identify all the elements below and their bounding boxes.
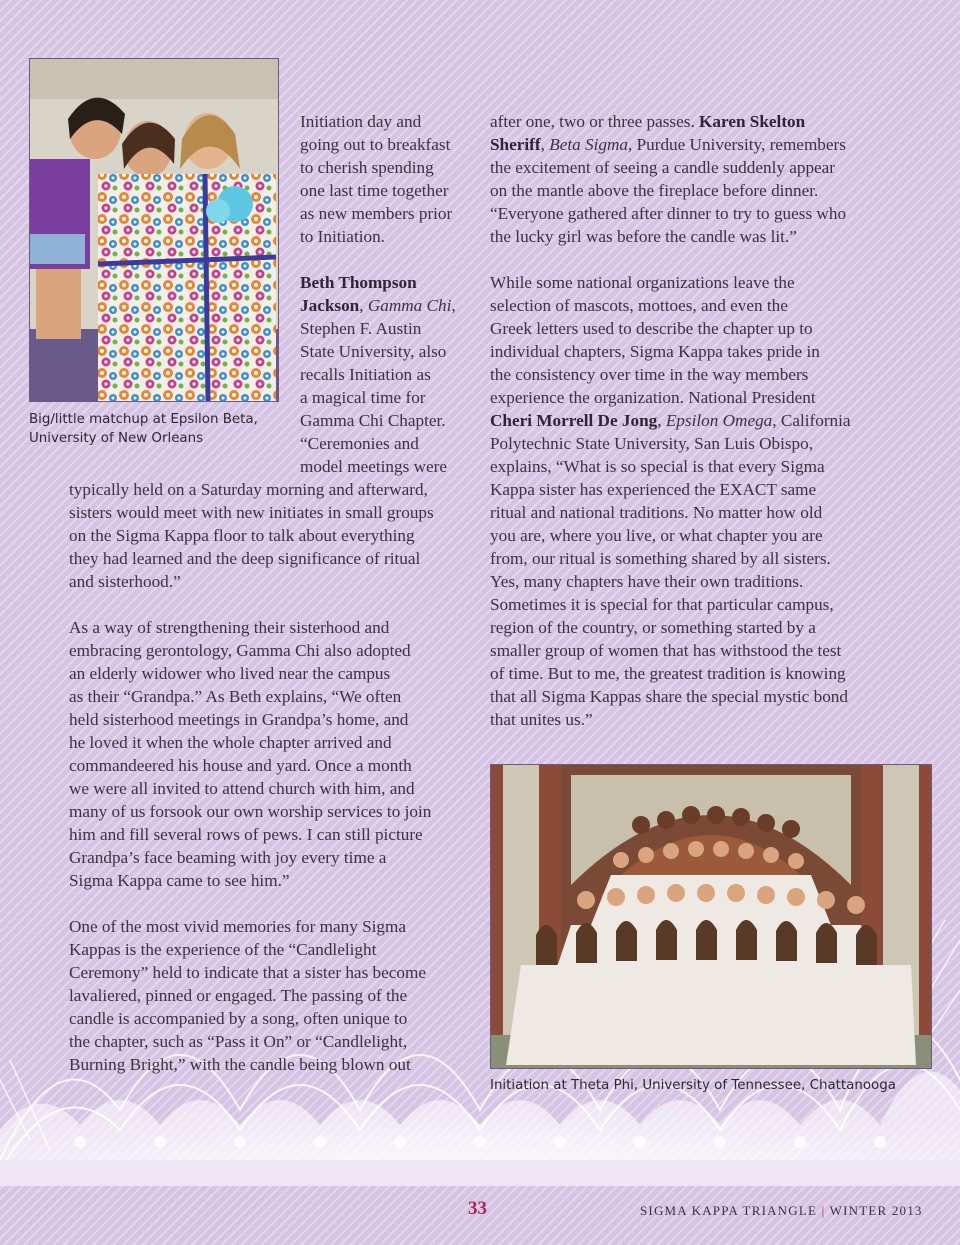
text-line: to cherish spending <box>300 158 434 177</box>
text-line: Initiation day and <box>300 112 422 131</box>
text-line: selection of mascots, mottoes, and even the <box>490 296 788 315</box>
text-fragment: , Purdue University, remembers <box>627 135 846 154</box>
issue-date: WINTER 2013 <box>829 1203 923 1218</box>
text-line: individual chapters, Sigma Kappa takes pride in <box>490 342 820 361</box>
text-line: As a way of strengthening their sisterhood and <box>69 618 390 637</box>
text-line: many of us forsook our own worship services to join <box>69 802 432 821</box>
column-left <box>69 478 479 1076</box>
text-line: as their “Grandpa.” As Beth explains, “We often <box>69 687 402 706</box>
text-line: that unites us.” <box>490 710 593 729</box>
text-line: the consistency over time in the way members <box>490 365 809 384</box>
text-line: an elderly widower who lived near the campus <box>69 664 391 683</box>
text-line: typically held on a Saturday morning and afterward, <box>69 480 428 499</box>
text-line: One of the most vivid memories for many Sigma <box>69 917 407 936</box>
text-line: you are, where you live, or what chapter you are <box>490 526 823 545</box>
text-line: region of the country, or something started by a <box>490 618 816 637</box>
text-line: Polytechnic State University, San Luis Obispo, <box>490 434 814 453</box>
text-line: Grandpa’s face beaming with joy every time a <box>69 848 387 867</box>
person-name-beth: Beth Thompson <box>300 273 417 292</box>
person-name-cheri: Cheri Morrell De Jong <box>490 411 658 430</box>
chapter-epsilon-omega: Epsilon Omega <box>665 411 773 430</box>
column-right: after one, two or three passes. Karen Skelton Sheriff, Beta Sigma, Purdue University, remembers the excitement of seeing a candle suddenly appear on the mantle above the fireplace before dinner. “Everyone gathered after dinner to try to guess who the lucky girl was before the candle was lit.” While some national organizations leave the selection of mascots, mottoes, and even the Greek letters used to describe the chapter up to individual chapters, Sigma Kappa takes pride in the consistency over time in the way members experience the organization. National President Cheri Morrell De Jong, Epsilon Omega, California Polytechnic State University, San Luis Obispo, explains, “What is so special is that every Sigma Kappa sister has experienced the EXACT same ritual and national traditions. No matter how old you are, where you live, or what chapter you are from, our ritual is something shared by all sisters. Yes, many chapters have their own traditions. Sometimes it is special for that particular campus, region of the country, or something started by a smaller group of women that has withstood the test of time. But to me, the greatest tradition is knowing that all Sigma Kappas share the special mystic bond that unites us.” <box>490 110 940 731</box>
text-line: Kappas is the experience of the “Candlelight <box>69 940 377 959</box>
text-line: Ceremony” held to indicate that a sister has become <box>69 963 426 982</box>
big-little-photo-illustration <box>30 59 278 401</box>
text-line: “Ceremonies and <box>300 434 419 453</box>
page-number: 33 <box>468 1198 487 1219</box>
initiation-caption: Initiation at Theta Phi, University of Tennessee, Chattanooga <box>490 1078 896 1093</box>
column-middle-top: Initiation day and going out to breakfast to cherish spending one last time together as new members prior to Initiation. Beth Thompson Jackson, Gamma Chi, Stephen F. Austin State University, also recalls Initiation as a magical time for Gamma Chi Chapter. “Ceremonies and model meetings were <box>300 110 480 478</box>
footer-publication <box>640 1203 923 1219</box>
big-little-photo <box>29 58 279 402</box>
text-line: explains, “What is so special is that every Sigma <box>490 457 825 476</box>
person-name-beth-2: Jackson <box>300 296 360 315</box>
text-line: from, our ritual is something shared by all sisters. <box>490 549 831 568</box>
text-line: lavaliered, pinned or engaged. The passing of the <box>69 986 408 1005</box>
text-line: experience the organization. National President <box>490 388 816 407</box>
text-line: While some national organizations leave the <box>490 273 795 292</box>
text-line: embracing gerontology, Gamma Chi also adopted <box>69 641 411 660</box>
text-line: we were all invited to attend church with him, and <box>69 779 415 798</box>
footer-separator: | <box>821 1203 826 1218</box>
text-line: on the mantle above the fireplace before dinner. <box>490 181 819 200</box>
text-line: commandeered his house and yard. Once a month <box>69 756 412 775</box>
text-line: and sisterhood.” <box>69 572 181 591</box>
lace-band <box>0 1160 960 1186</box>
person-name-karen-2: Sheriff <box>490 135 541 154</box>
text-line: Gamma Chi Chapter. <box>300 411 446 430</box>
text-line: after one, two or three passes. <box>490 112 695 131</box>
text-line: Sometimes it is special for that particular campus, <box>490 595 834 614</box>
text-line: going out to breakfast <box>300 135 451 154</box>
text-line: of time. But to me, the greatest tradition is knowing <box>490 664 846 683</box>
text-line: the excitement of seeing a candle suddenly appear <box>490 158 836 177</box>
text-line: he loved it when the whole chapter arrived and <box>69 733 392 752</box>
text-line: Stephen F. Austin <box>300 319 422 338</box>
text-line: State University, also <box>300 342 447 361</box>
text-line: held sisterhood meetings in Grandpa’s home, and <box>69 710 409 729</box>
text-line: Greek letters used to describe the chapter up to <box>490 319 813 338</box>
text-line: Sigma Kappa came to see him.” <box>69 871 290 890</box>
text-line: as new members prior <box>300 204 453 223</box>
text-line: candle is accompanied by a song, often unique to <box>69 1009 408 1028</box>
initiation-photo-illustration <box>491 765 931 1068</box>
big-little-caption <box>29 410 279 448</box>
text-line: Kappa sister has experienced the EXACT same <box>490 480 817 499</box>
person-name-karen: Karen Skelton <box>699 112 806 131</box>
text-line: sisters would meet with new initiates in small groups <box>69 503 434 522</box>
text-line: model meetings were <box>300 457 448 476</box>
text-line: the chapter, such as “Pass it On” or “Candlelight, <box>69 1032 408 1051</box>
text-line: smaller group of women that has withstood the test <box>490 641 842 660</box>
text-line: to Initiation. <box>300 227 385 246</box>
big-little-caption-line2: University of New Orleans <box>29 431 204 446</box>
text-line: the lucky girl was before the candle was lit.” <box>490 227 797 246</box>
text-fragment: , California <box>772 411 851 430</box>
big-little-caption-line1: Big/little matchup at Epsilon Beta, <box>29 412 258 427</box>
text-line: him and fill several rows of pews. I can still picture <box>69 825 423 844</box>
text-line: Burning Bright,” with the candle being blown out <box>69 1055 411 1074</box>
text-line: on the Sigma Kappa floor to talk about everything <box>69 526 415 545</box>
text-line: a magical time for <box>300 388 426 407</box>
initiation-photo <box>490 764 932 1069</box>
text-line: one last time together <box>300 181 449 200</box>
text-line: they had learned and the deep significance of ritual <box>69 549 421 568</box>
text-line: Yes, many chapters have their own traditions. <box>490 572 804 591</box>
chapter-gamma-chi: Gamma Chi <box>367 296 452 315</box>
text-line: recalls Initiation as <box>300 365 431 384</box>
text-line: “Everyone gathered after dinner to try to guess who <box>490 204 847 223</box>
text-line: that all Sigma Kappas share the special mystic bond <box>490 687 848 706</box>
publication-name: SIGMA KAPPA TRIANGLE <box>640 1203 818 1218</box>
chapter-beta-sigma: Beta Sigma <box>549 135 628 154</box>
text-line: ritual and national traditions. No matter how old <box>490 503 823 522</box>
